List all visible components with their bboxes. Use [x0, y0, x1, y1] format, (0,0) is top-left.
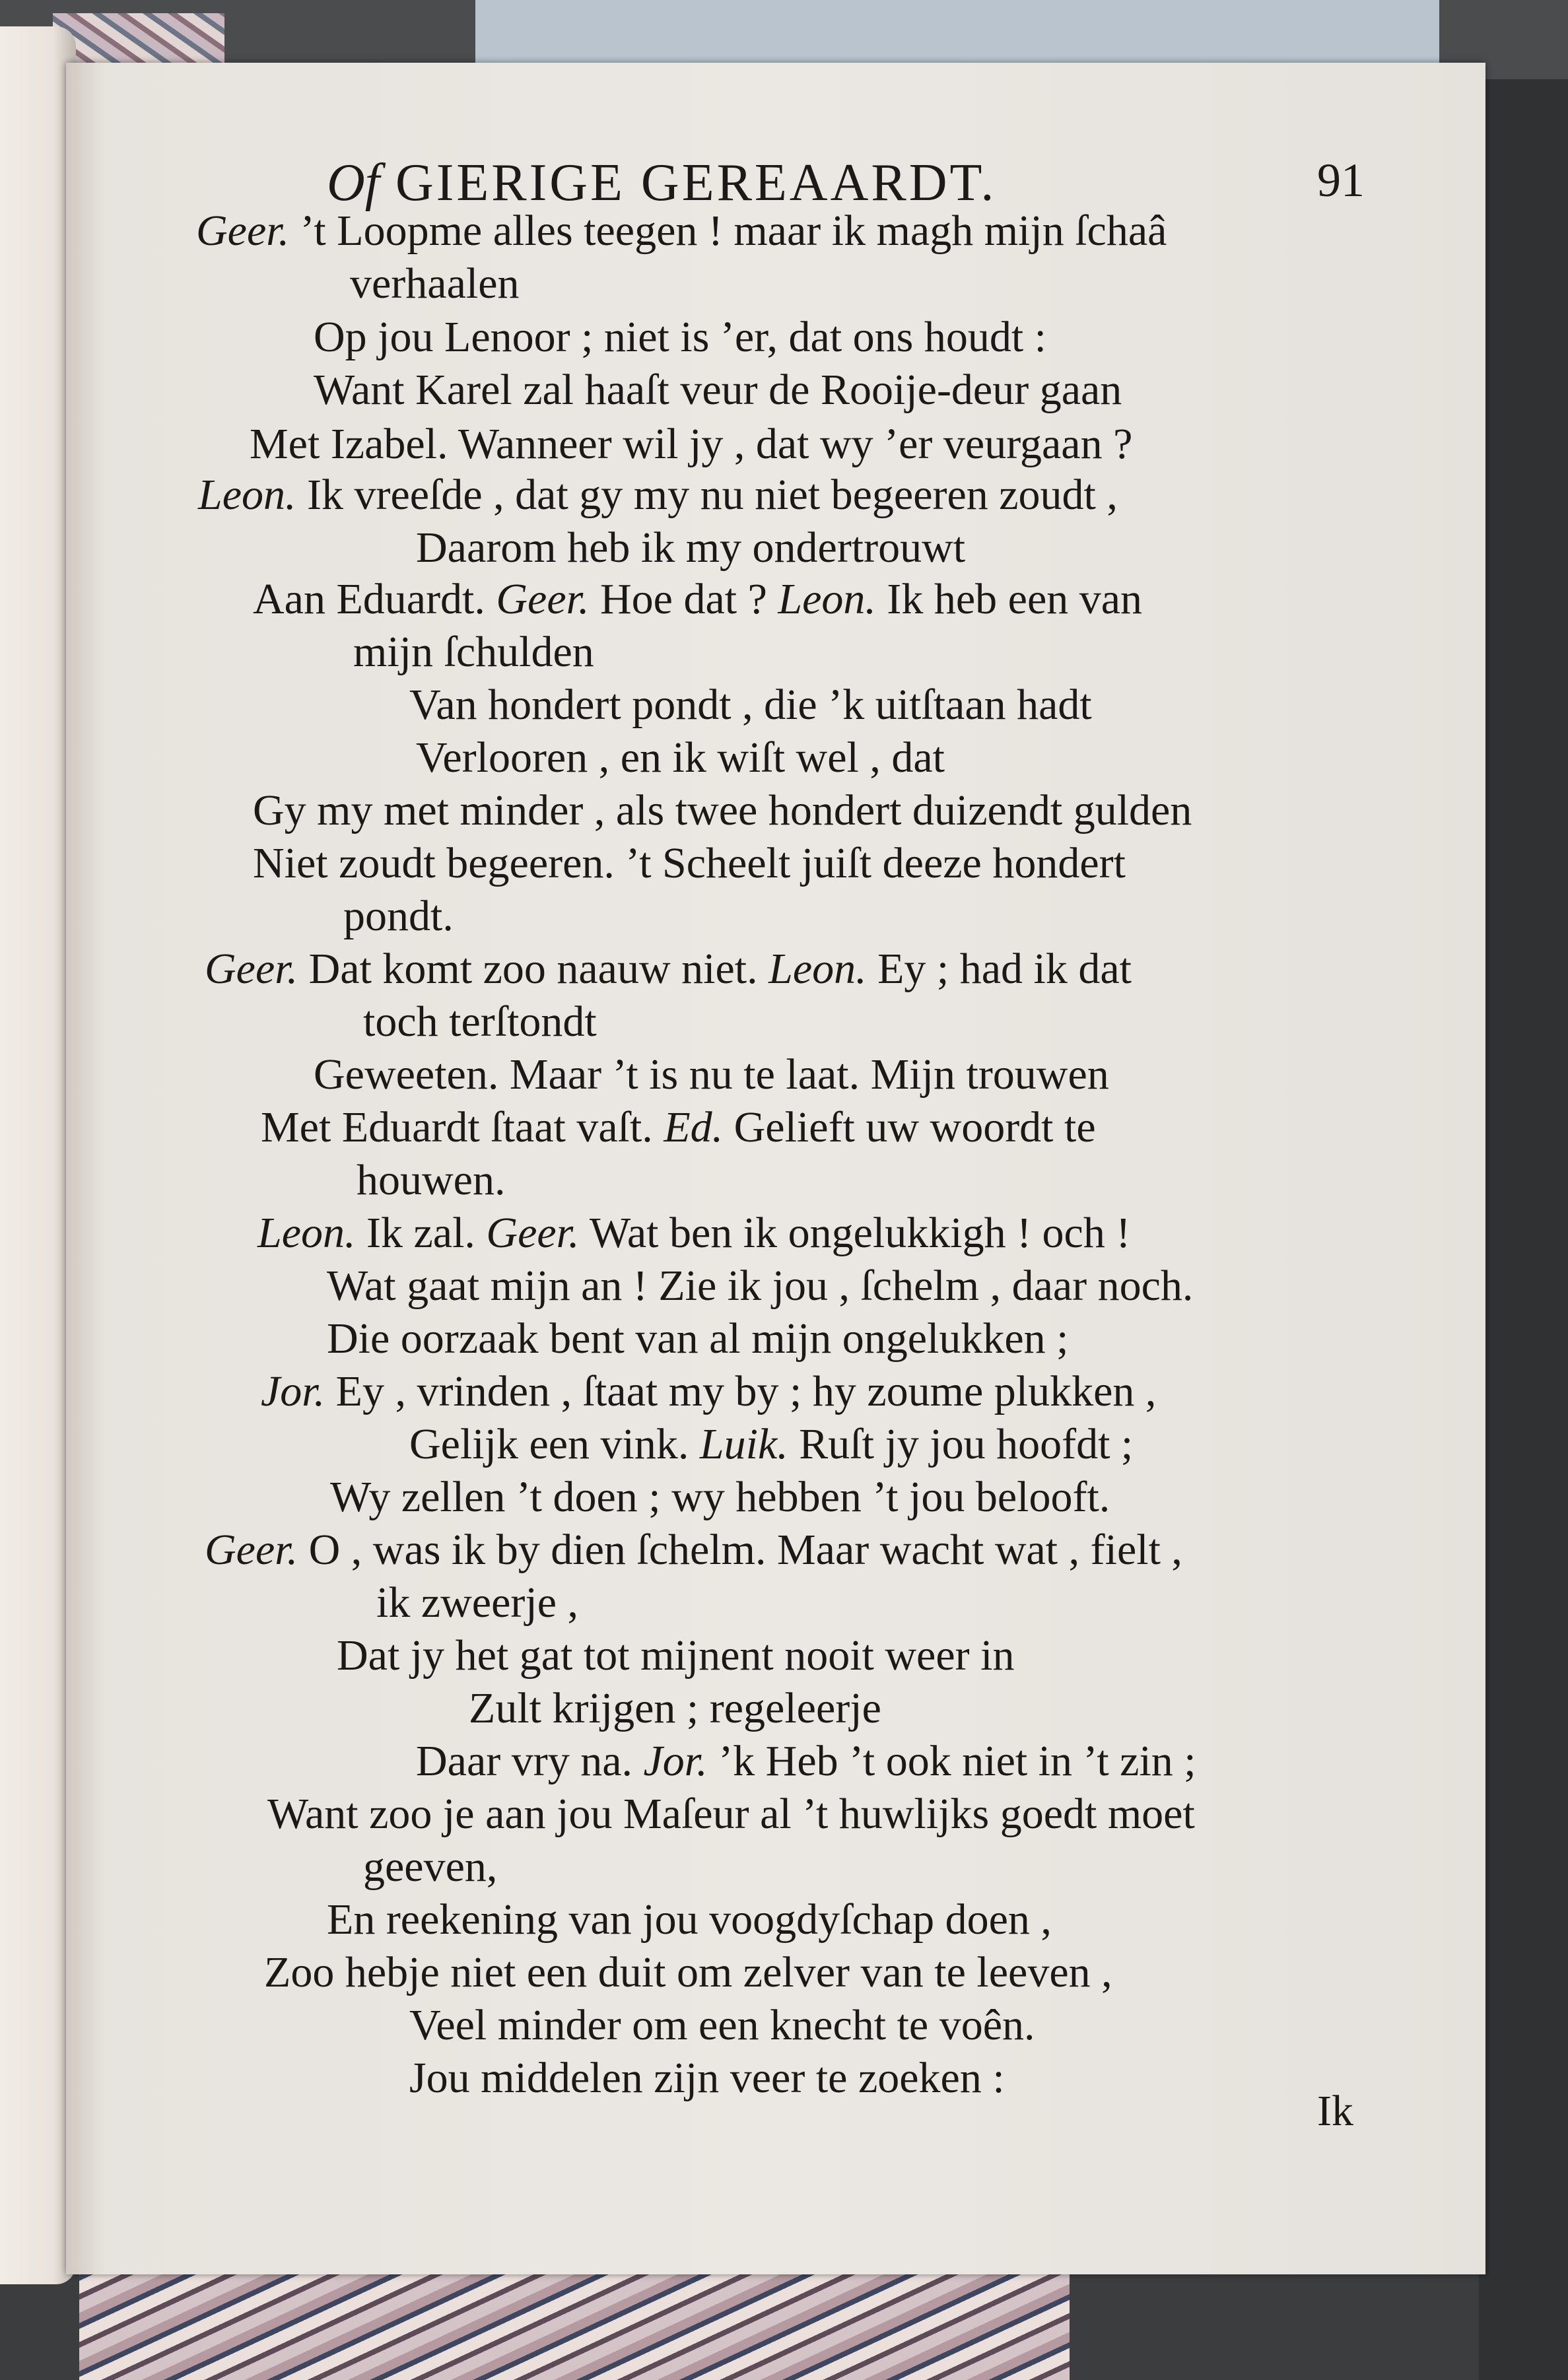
verse-text: Verlooren , en ik wiſt wel , dat [416, 733, 945, 782]
verse-text: Dat komt zoo naauw niet. [298, 945, 769, 993]
text-line [314, 364, 1122, 417]
verse-text: houwen. [357, 1156, 506, 1204]
verse-text: Hoe dat ? [589, 575, 778, 623]
verse-text: Met Eduardt ſtaat vaſt. [261, 1103, 664, 1151]
verse-text: Want Karel zal haaſt veur de Rooije-deur gaan [314, 366, 1122, 414]
speaker-name: Leon. [257, 1209, 356, 1257]
speaker-name: Geer. [486, 1209, 580, 1257]
text-line [250, 418, 1132, 471]
verse-text: ’k Heb ’t ook niet in ’t zin ; [707, 1737, 1196, 1785]
text-line [416, 731, 945, 784]
verse-text: Gelieft uw woordt te [723, 1103, 1096, 1151]
running-title-prefix: Of [327, 154, 380, 212]
verse-text: mijn ſchulden [353, 628, 594, 676]
text-line [416, 522, 965, 574]
verse-text: Met Izabel. Wanneer wil jy , dat wy ’er veurgaan ? [250, 420, 1133, 468]
text-line [363, 1841, 497, 1893]
text-line [469, 1682, 881, 1735]
verse-text: Ik heb een van [875, 575, 1143, 623]
verse-text: Gelijk een vink. [409, 1420, 700, 1468]
text-line [205, 1524, 1182, 1577]
text-line [357, 1154, 505, 1207]
text-line [261, 1365, 1156, 1418]
text-line [409, 1418, 1133, 1471]
verse-text: Van hondert pondt , die ’k uitſtaan hadt [409, 681, 1092, 729]
text-line [353, 626, 594, 679]
text-line [409, 2052, 1005, 2105]
text-line [253, 573, 1142, 626]
verse-text: Dat jy het gat tot mijnent nooit weer in [337, 1631, 1015, 1680]
speaker-name: Ed. [664, 1103, 724, 1151]
speaker-name: Jor. [643, 1737, 708, 1785]
verse-text: ’t Loopme alles teegen ! maar ik magh mijn ſchaâ [289, 207, 1167, 255]
text-line [327, 1312, 1068, 1365]
verse-text: toch terſtondt [363, 998, 597, 1046]
text-line [196, 205, 1167, 257]
verse-text: Ey ; had ik dat [866, 945, 1132, 993]
text-line [409, 1999, 1035, 2052]
verse-text: Wat gaat mijn an ! Zie ik jou , ſchelm , daar noch. [327, 1262, 1194, 1310]
verse-text: Ruſt jy jou hoofdt ; [788, 1420, 1134, 1468]
text-line [257, 1207, 1130, 1260]
speaker-name: Leon. [768, 945, 867, 993]
verse-text: Ey , vrinden , ſtaat my by ; hy zoume plukken , [325, 1367, 1157, 1415]
text-line [337, 1629, 1014, 1682]
verse-text: ik zweerje , [376, 1579, 578, 1627]
verse-text: Niet zoudt begeeren. ’t Scheelt juiſt deeze hondert [253, 839, 1126, 887]
text-line [264, 1946, 1112, 1999]
text-line [376, 1577, 578, 1629]
verse-text: Veel minder om een knecht te voên. [409, 2001, 1035, 2049]
text-line [330, 1471, 1110, 1524]
verse-text: O , was ik by dien ſchelm. Maar wacht wat , fielt , [298, 1526, 1182, 1574]
verse-text: pondt. [343, 892, 454, 940]
verse-text: Op jou Lenoor ; niet is ’er, dat ons houdt : [314, 313, 1047, 361]
text-line [314, 1048, 1109, 1101]
verse-text: Daar vry na. [416, 1737, 644, 1785]
text-line [350, 257, 520, 310]
text-line [253, 837, 1126, 890]
speaker-name: Leon. [198, 471, 296, 519]
page-number: 91 [1317, 154, 1365, 207]
verse-text: verhaalen [350, 259, 520, 308]
text-line [363, 996, 597, 1048]
text-line [205, 943, 1132, 996]
verse-text: Daarom heb ik my ondertrouwt [416, 524, 966, 572]
verse-text: Jou middelen zijn veer te zoeken : [409, 2054, 1005, 2102]
text-line [409, 679, 1092, 731]
verse-text: Zult krijgen ; regeleerje [469, 1684, 881, 1732]
text-line [198, 469, 1118, 522]
text-line [416, 1735, 1196, 1788]
verse-text: Gy my met minder , als twee hondert duizendt gulden [253, 786, 1192, 834]
speaker-name: Leon. [778, 575, 876, 623]
speaker-name: Jor. [261, 1367, 325, 1415]
speaker-name: Geer. [205, 1526, 298, 1574]
verse-text: Aan Eduardt. [253, 575, 496, 623]
verse-text: Die oorzaak bent van al mijn ongelukken ; [327, 1314, 1069, 1363]
verse-text: Ik vreeſde , dat gy my nu niet begeeren zoudt , [296, 471, 1118, 519]
text-line [327, 1893, 1052, 1946]
verse-text: Zoo hebje niet een duit om zelver van te leeven , [264, 1948, 1112, 1996]
speaker-name: Geer. [205, 945, 298, 993]
verse-text: Wy zellen ’t doen ; wy hebben ’t jou belooft. [330, 1473, 1110, 1521]
verse-text: Want zoo je aan jou Maſeur al ’t huwlijks goedt moet [267, 1790, 1195, 1838]
running-title-text: GIERIGE GEREAARDT. [395, 154, 997, 212]
speaker-name: Geer. [196, 207, 290, 255]
speaker-name: Geer. [496, 575, 590, 623]
speaker-name: Luik. [699, 1420, 788, 1468]
text-line [261, 1101, 1096, 1154]
verse-text: geeven, [363, 1843, 498, 1891]
verse-text: Wat ben ik ongelukkigh ! och ! [579, 1209, 1131, 1257]
text-line [253, 784, 1192, 837]
text-line [267, 1788, 1195, 1841]
text-line [327, 1260, 1193, 1312]
verse-text: Geweeten. Maar ’t is nu te laat. Mijn trouwen [314, 1050, 1109, 1099]
verse-text: Ik zal. [355, 1209, 487, 1257]
verse-text: En reekening van jou voogdyſchap doen , [327, 1895, 1052, 1944]
catchword: Ik [1317, 2087, 1353, 2135]
text-line [314, 311, 1046, 364]
text-line [343, 890, 454, 943]
